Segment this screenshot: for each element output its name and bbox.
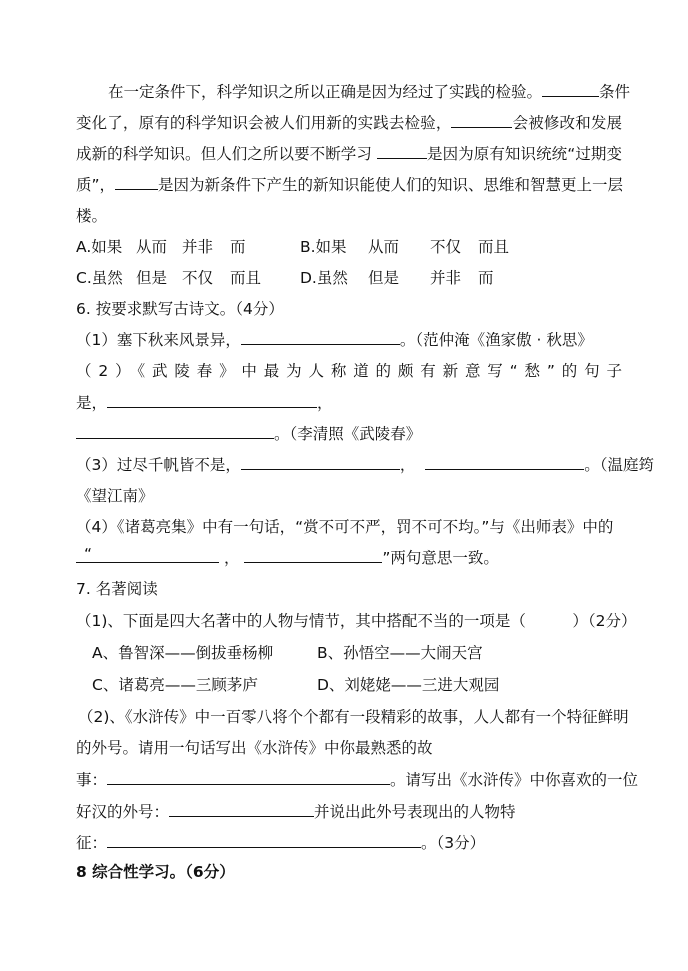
q6-item-2-line-3 [76,424,421,444]
text: 好汉的外号： [76,803,170,821]
blank [244,548,382,563]
q6-item-3-source: 《望江南》 [76,487,154,505]
option-d: 并非 [430,269,462,287]
blank-1 [542,82,599,97]
text: 会被修改和发展 [512,114,622,132]
text: 条件 [599,83,631,101]
text: “ [84,545,93,563]
passage-line-2 [76,113,622,133]
blank [241,455,400,470]
text: ， [223,549,240,567]
blank-3 [377,144,427,159]
q7-item-1: （1)、下面是四大名著中的人物与情节，其中搭配不当的一项是（ ）（2分） [76,612,637,630]
passage-line-5: 楼。 [76,207,108,225]
text: ”两句意思一致。 [382,549,499,567]
option-d: D.虽然 [300,269,348,287]
q6-item-1 [76,330,593,350]
option-d: D、刘姥姥——三进大观园 [317,676,500,694]
option-c: 不仅 [182,269,214,287]
text: 并说出此外号表现出的人物特 [314,803,516,821]
q7-item-2-line-4 [76,802,516,822]
option-a: A.如果 [76,238,123,256]
q7-options-cd [92,675,499,695]
text: 。（李清照《武陵春》 [274,425,422,443]
blank [169,802,314,817]
q6-item-4-line-2 [76,545,499,568]
text: （3）过尽千帆皆不是， [76,456,241,474]
q6-item-2-line-2 [76,393,333,413]
q6-item-2: （2）《武陵春》中最为人称道的颇有新意写“愁”的句子 [76,362,622,380]
blank [76,545,219,563]
q7-item-2: （2)、《水浒传》中一百零八将个个都有一段精彩的故事，人人都有一个特征鲜明 [78,708,629,726]
blank-4 [115,175,158,190]
blank [76,424,274,439]
passage-line-4 [76,175,622,195]
passage-line-1 [76,82,631,102]
q7-item-2-line-5 [76,833,485,853]
option-b: 从而 [368,238,400,256]
blank [241,330,400,345]
text: 是因为原有知识统统“过期变 [426,145,622,163]
q7-item-2-line-2: 的外号。请用一句话写出《水浒传》中你最熟悉的故 [76,739,433,757]
option-row-cd [76,268,494,288]
q6-item-4: （4）《诸葛亮集》中有一句话，“赏不可不严，罚不可不均。”与《出师表》中的 [76,518,614,536]
q7-options-ab [92,643,483,663]
text: 。（范仲淹《渔家傲 · 秋思》 [399,331,593,349]
option-row-ab [76,237,509,257]
text: ， [317,394,333,412]
option-d: 但是 [368,269,400,287]
blank-2 [451,113,512,128]
text: 征： [76,834,108,852]
option-b: 而且 [478,238,510,256]
text: 成新的科学知识。但人们之所以要不断学习 [76,145,377,163]
blank [107,770,390,785]
blank [425,455,584,470]
text: ， [399,456,416,474]
option-b: B.如果 [300,238,347,256]
passage-line-3 [76,144,622,164]
blank [107,393,317,408]
text: 变化了，原有的科学知识会被人们用新的实践去检验， [76,114,452,132]
text: 是， [76,394,108,412]
option-a: 并非 [182,238,214,256]
text: 是因为新条件下产生的新知识能使人们的知识、思维和智慧更上一层 [158,176,624,194]
option-b: B、孙悟空——大闹天宫 [317,644,483,662]
option-a: 从而 [136,238,168,256]
option-a: 而 [230,238,246,256]
option-c: C.虽然 [76,269,123,287]
text: 。（3分） [421,834,486,852]
q7-item-2-line-3 [76,770,638,790]
option-c: C、诸葛亮——三顾茅庐 [92,676,258,694]
text: （1）塞下秋来风景异， [76,331,241,349]
question-6-title: 6. 按要求默写古诗文。（4分） [76,300,284,318]
text: 事： [76,771,108,789]
blank [107,833,421,848]
text: 质”， [76,176,116,194]
text: 。请写出《水浒传》中你喜欢的一位 [390,771,639,789]
option-d: 而 [478,269,494,287]
option-a: A、鲁智深——倒拔垂杨柳 [92,644,274,662]
text: 在一定条件下，科学知识之所以正确是因为经过了实践的检验。 [108,83,543,101]
question-7-title: 7. 名著阅读 [76,580,158,598]
q6-item-3 [76,455,654,475]
option-c: 而且 [230,269,262,287]
text: 。（温庭筠 [584,456,655,474]
question-8-title: 8 综合性学习。（6分） [76,863,235,881]
option-b: 不仅 [430,238,462,256]
option-c: 但是 [136,269,168,287]
